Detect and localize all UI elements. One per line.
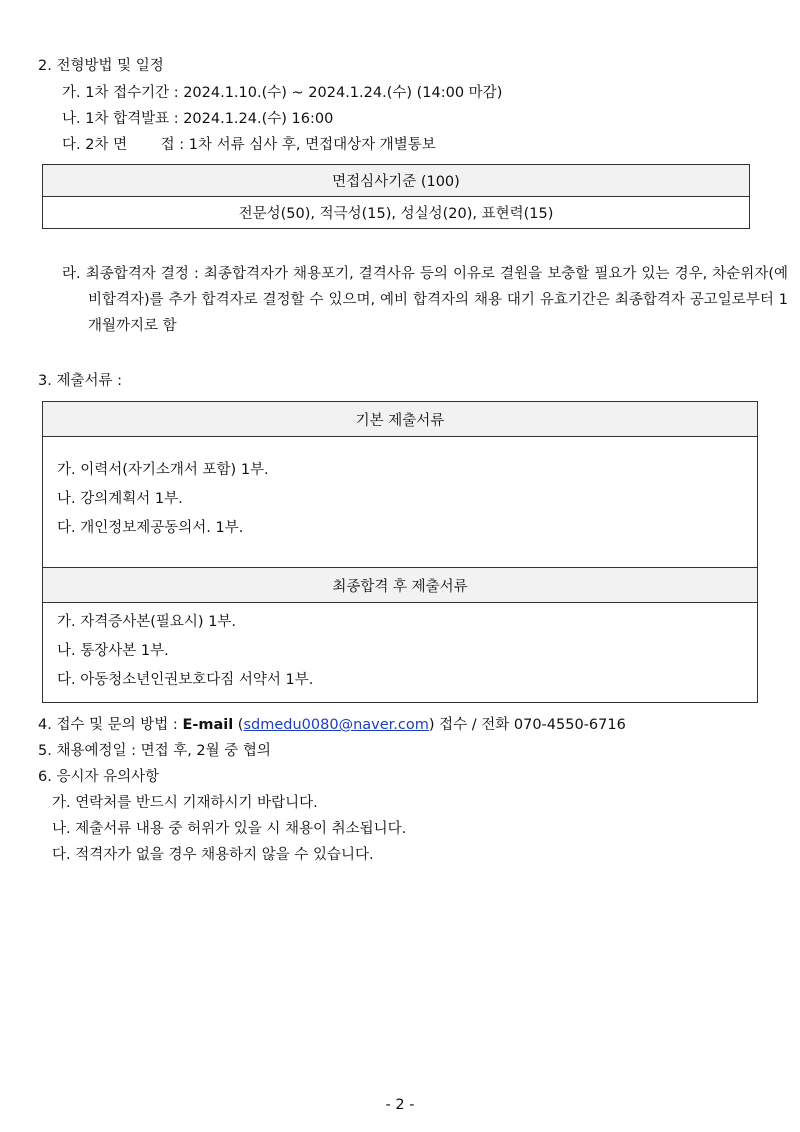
basic-doc-item: 다. 개인정보제공동의서. 1부. (57, 520, 244, 536)
final-doc-item: 나. 통장사본 1부. (57, 643, 169, 659)
email-label: E-mail (182, 717, 234, 733)
schedule-item-2: 나. 1차 합격발표 : 2024.1.24.(수) 16:00 (62, 111, 334, 127)
hiring-date-line: 5. 채용예정일 : 면접 후, 2월 중 협의 (38, 743, 271, 759)
page-number: - 2 - (385, 1097, 415, 1113)
final-doc-item: 다. 아동청소년인권보호다짐 서약서 1부. (57, 672, 314, 688)
criteria-value: 전문성(50), 적극성(15), 성실성(20), 표현력(15) (43, 197, 750, 229)
notice-item-3: 다. 적격자가 없을 경우 채용하지 않을 수 있습니다. (52, 847, 374, 863)
final-docs-header: 최종합격 후 제출서류 (43, 568, 758, 603)
contact-prefix: 4. 접수 및 문의 방법 : (38, 717, 183, 733)
contact-line (38, 713, 626, 734)
schedule-item-3: 다. 2차 면 접 : 1차 서류 심사 후, 면접대상자 개별통보 (62, 137, 436, 153)
final-decision-text: 라. 최종합격자 결정 : 최종합격자가 채용포기, 결격사유 등의 이유로 결원을 보충할 필요가 있는 경우, 차순위자(예비합격자)를 추가 합격자로 결정할 수 있으며, 예비 합격자의 채용 대기 유효기간은 최종합격자 공고일로부터 1개월까지로 함 (62, 266, 788, 334)
basic-doc-item: 가. 이력서(자기소개서 포함) 1부. (57, 462, 269, 478)
basic-docs-list (43, 437, 758, 568)
schedule-item-1: 가. 1차 접수기간 : 2024.1.10.(수) ~ 2024.1.24.(수) (14:00 마감) (62, 85, 503, 101)
section-3-heading: 3. 제출서류 : (38, 373, 122, 389)
section-6-heading: 6. 응시자 유의사항 (38, 769, 160, 785)
interview-criteria-table (42, 164, 750, 229)
final-doc-item: 가. 자격증사본(필요시) 1부. (57, 614, 237, 630)
final-docs-list (43, 603, 758, 703)
documents-table (42, 401, 758, 703)
basic-doc-item: 나. 강의계획서 1부. (57, 491, 183, 507)
notice-item-2: 나. 제출서류 내용 중 허위가 있을 시 채용이 취소됩니다. (52, 821, 407, 837)
email-link[interactable]: sdmedu0080@naver.com (243, 717, 429, 733)
email-open-paren: ( (233, 717, 244, 733)
section-2-heading: 2. 전형방법 및 일정 (38, 58, 164, 74)
basic-docs-header: 기본 제출서류 (43, 402, 758, 437)
contact-suffix: ) 접수 / 전화 070-4550-6716 (428, 717, 626, 733)
criteria-header: 면접심사기준 (100) (43, 165, 750, 197)
notice-item-1: 가. 연락처를 반드시 기재하시기 바랍니다. (52, 795, 318, 811)
